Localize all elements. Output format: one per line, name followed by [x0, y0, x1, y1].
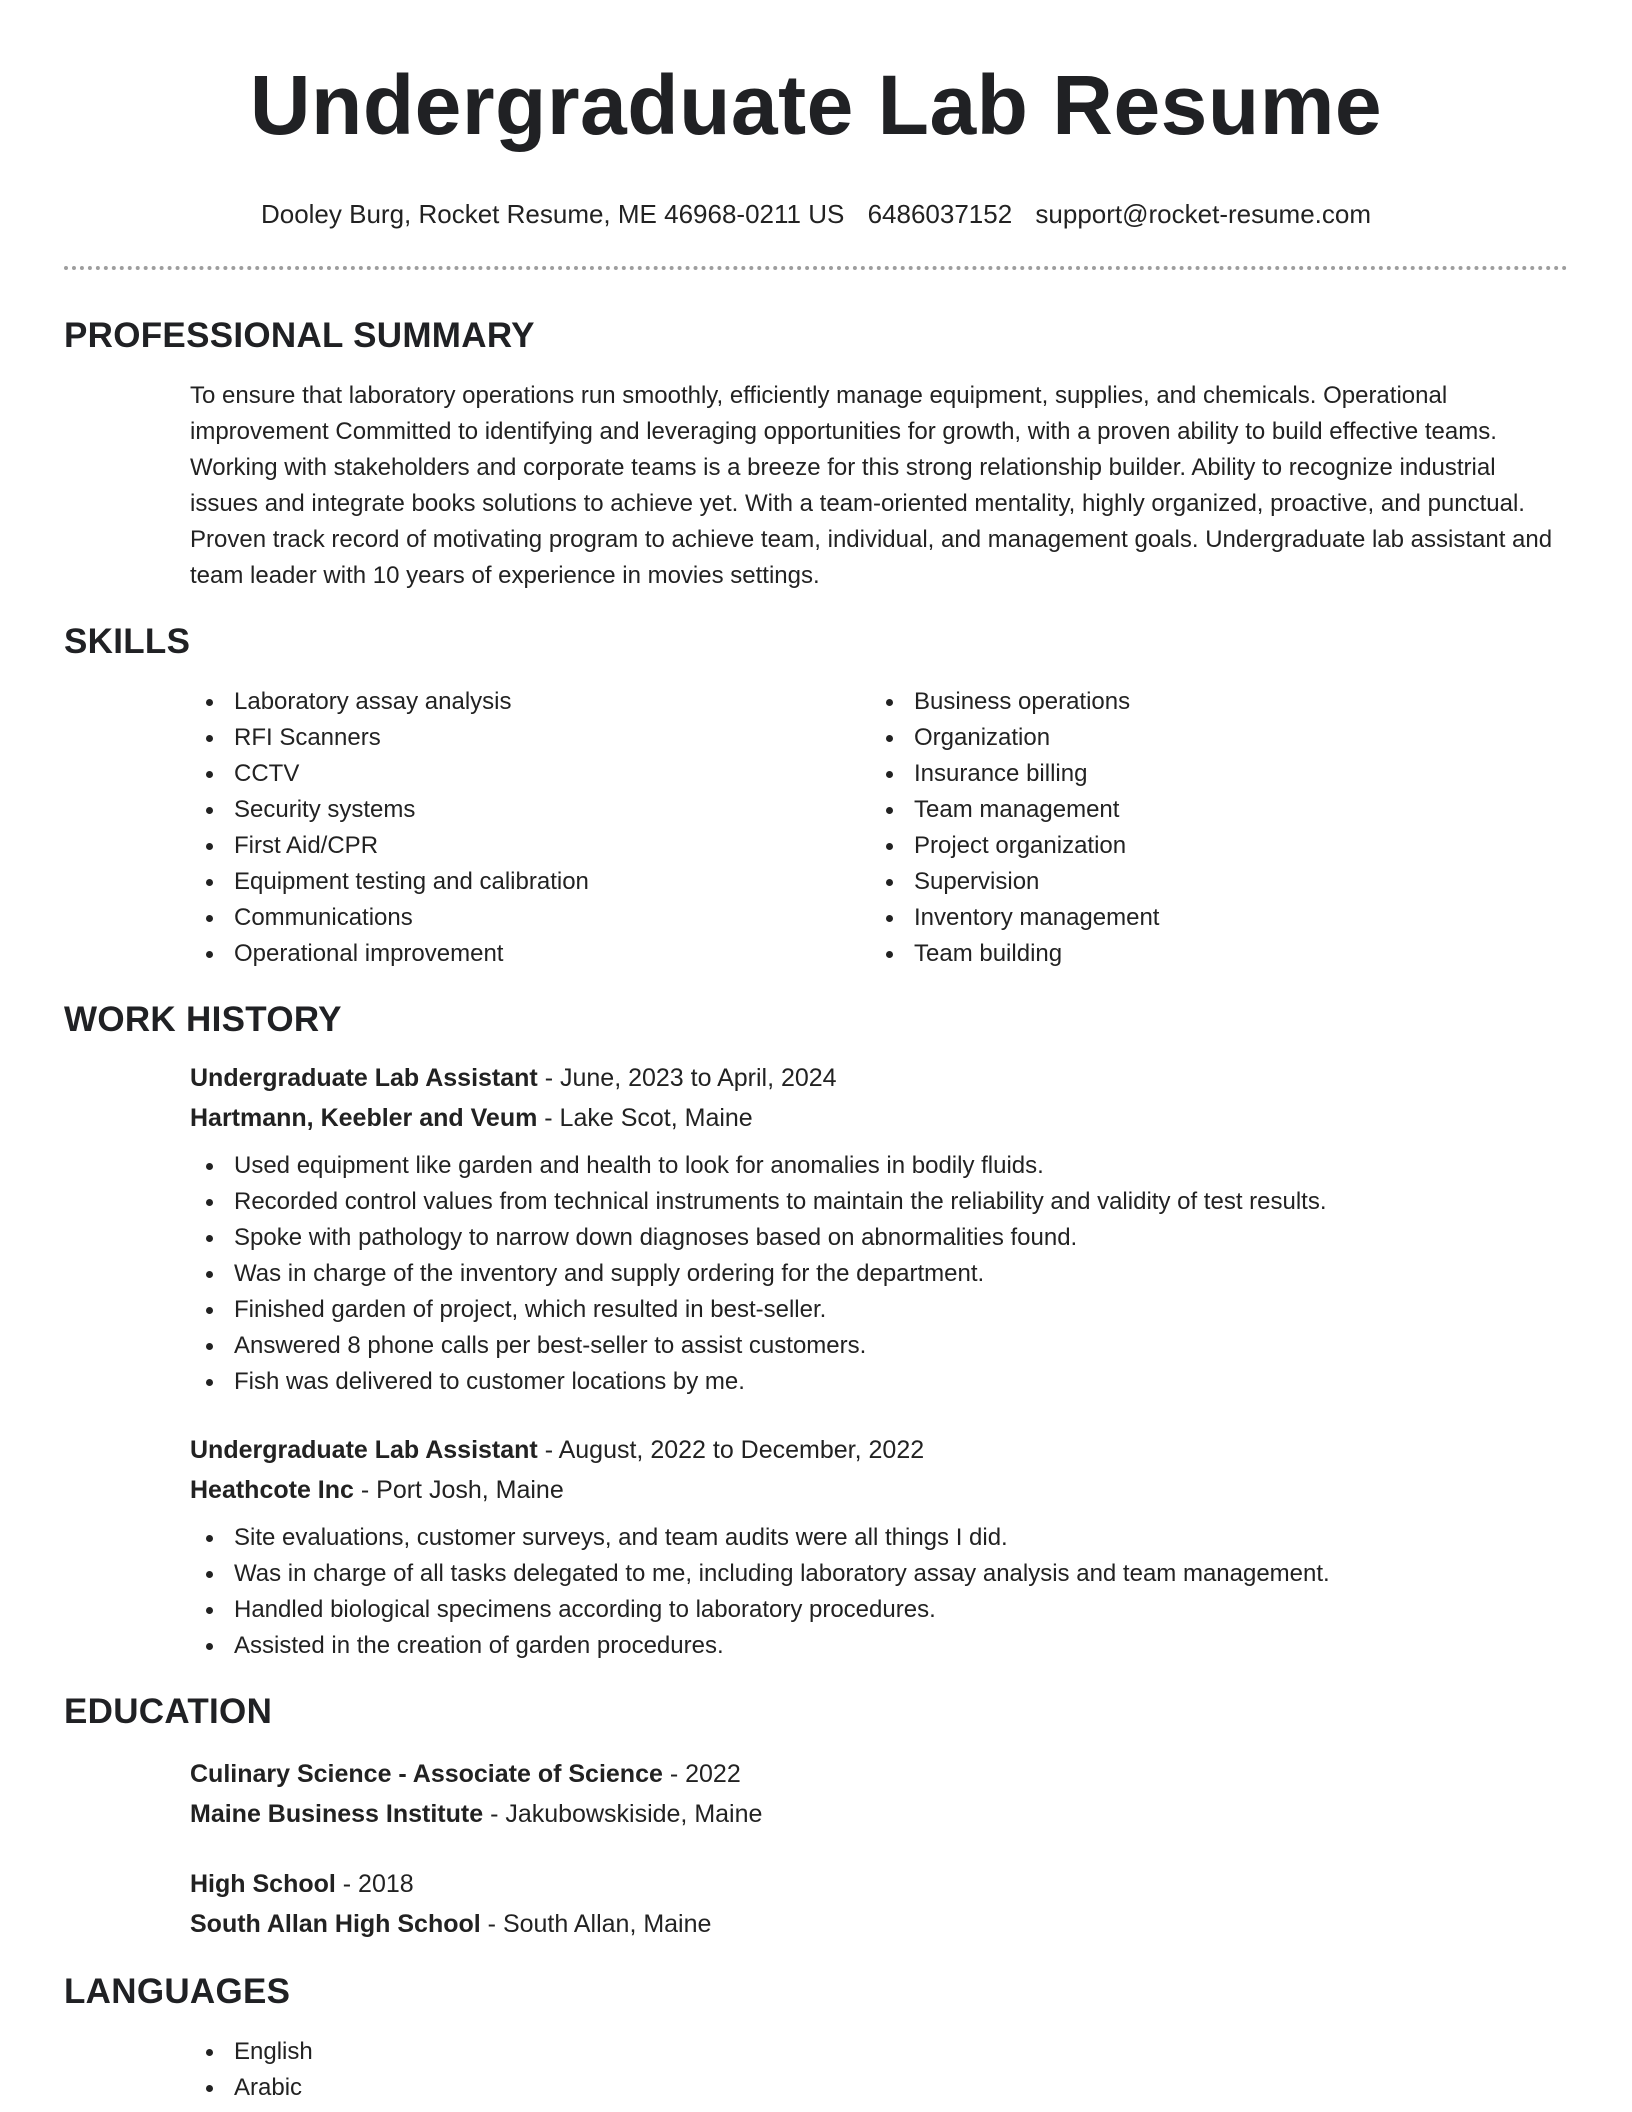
skill-item: Communications — [190, 900, 870, 936]
language-item: Arabic — [190, 2070, 1568, 2106]
graduation-year: - 2018 — [335, 1870, 414, 1898]
skills-heading: SKILLS — [64, 622, 191, 661]
school-name: Maine Business Institute — [190, 1800, 484, 1828]
job-duty: Fish was delivered to customer locations by me. — [190, 1364, 1568, 1400]
job-duty: Site evaluations, customer surveys, and team audits were all things I did. — [190, 1520, 1568, 1556]
job-duty: Was in charge of all tasks delegated to me, including laboratory assay analysis and team management. — [190, 1556, 1568, 1592]
degree: Culinary Science - Associate of Science — [190, 1760, 663, 1788]
contact-email: support@rocket-resume.com — [1035, 199, 1372, 229]
job-title: Undergraduate Lab Assistant — [190, 1436, 538, 1464]
education-entry — [190, 1864, 1568, 1944]
job-entry — [190, 1430, 1568, 1664]
degree: High School — [190, 1870, 336, 1898]
education-entry — [190, 1754, 1568, 1834]
summary-text: To ensure that laboratory operations run smoothly, efficiently manage equipment, supplies, and chemicals. Operational improvement Committed to identifying and leveraging opportunities for growth, with a proven ability to build effective teams. Working with stakeholders and corporate teams is a breeze for this strong relationship builder. Ability to recognize industrial issues and integrate books solutions to achieve yet. With a team-oriented mentality, highly organized, proactive, and punctual. Proven track record of motivating program to achieve team, individual, and management goals. Undergraduate lab assistant and team leader with 10 years of experience in movies settings. — [190, 382, 1553, 589]
skill-item: First Aid/CPR — [190, 828, 870, 864]
school-name: South Allan High School — [190, 1910, 481, 1938]
work-section — [64, 998, 1568, 1664]
skills-list-right — [870, 684, 1550, 972]
job-duty: Answered 8 phone calls per best-seller to assist customers. — [190, 1328, 1568, 1364]
job-duties — [190, 1520, 1568, 1664]
skills-list-left — [190, 684, 870, 972]
job-duty: Finished garden of project, which resulted in best-seller. — [190, 1292, 1568, 1328]
skill-item: Organization — [870, 720, 1550, 756]
skill-item: Supervision — [870, 864, 1550, 900]
degree-line — [190, 1754, 1568, 1794]
summary-section — [64, 314, 1568, 594]
job-company-line — [190, 1470, 1568, 1510]
job-title-line — [190, 1058, 1568, 1098]
job-duty: Used equipment like garden and health to look for anomalies in bodily fluids. — [190, 1148, 1568, 1184]
school-line — [190, 1794, 1568, 1834]
skill-item: CCTV — [190, 756, 870, 792]
school-location: - Jakubowskiside, Maine — [483, 1800, 763, 1828]
work-heading: WORK HISTORY — [64, 1000, 342, 1039]
job-company-line — [190, 1098, 1568, 1138]
languages-heading: LANGUAGES — [64, 1972, 291, 2011]
job-company: Heathcote Inc — [190, 1476, 354, 1504]
contact-address: Dooley Burg, Rocket Resume, ME 46968-0211 US — [260, 199, 845, 229]
summary-heading: PROFESSIONAL SUMMARY — [64, 316, 535, 355]
languages-section — [64, 1970, 1568, 2106]
skill-item: Project organization — [870, 828, 1550, 864]
job-duty: Assisted in the creation of garden procedures. — [190, 1628, 1568, 1664]
skill-item: Team management — [870, 792, 1550, 828]
header-divider — [64, 266, 1568, 270]
skill-item: Laboratory assay analysis — [190, 684, 870, 720]
skill-item: Security systems — [190, 792, 870, 828]
contact-phone: 6486037152 — [867, 199, 1013, 229]
school-line — [190, 1904, 1568, 1944]
job-entry — [190, 1058, 1568, 1400]
contact-info — [64, 197, 1568, 231]
language-item: English — [190, 2034, 1568, 2070]
skill-item: Business operations — [870, 684, 1550, 720]
job-duties — [190, 1148, 1568, 1400]
skills-section — [64, 620, 1568, 972]
languages-list — [190, 2034, 1568, 2106]
job-company: Hartmann, Keebler and Veum — [190, 1104, 538, 1132]
skill-item: RFI Scanners — [190, 720, 870, 756]
job-duty: Was in charge of the inventory and supply ordering for the department. — [190, 1256, 1568, 1292]
skill-item: Equipment testing and calibration — [190, 864, 870, 900]
education-section — [64, 1690, 1568, 1944]
graduation-year: - 2022 — [662, 1760, 741, 1788]
degree-line — [190, 1864, 1568, 1904]
job-dates: - August, 2022 to December, 2022 — [537, 1436, 925, 1464]
job-location: - Lake Scot, Maine — [537, 1104, 753, 1132]
school-location: - South Allan, Maine — [480, 1910, 712, 1938]
education-heading: EDUCATION — [64, 1692, 273, 1731]
job-title-line — [190, 1430, 1568, 1470]
resume-title: Undergraduate Lab Resume — [249, 58, 1383, 152]
skill-item: Inventory management — [870, 900, 1550, 936]
job-duty: Spoke with pathology to narrow down diagnoses based on abnormalities found. — [190, 1220, 1568, 1256]
skill-item: Operational improvement — [190, 936, 870, 972]
skill-item: Insurance billing — [870, 756, 1550, 792]
job-title: Undergraduate Lab Assistant — [190, 1064, 538, 1092]
job-duty: Recorded control values from technical instruments to maintain the reliability and validity of test results. — [190, 1184, 1568, 1220]
job-dates: - June, 2023 to April, 2024 — [537, 1064, 837, 1092]
job-duty: Handled biological specimens according to laboratory procedures. — [190, 1592, 1568, 1628]
skill-item: Team building — [870, 936, 1550, 972]
job-location: - Port Josh, Maine — [353, 1476, 564, 1504]
